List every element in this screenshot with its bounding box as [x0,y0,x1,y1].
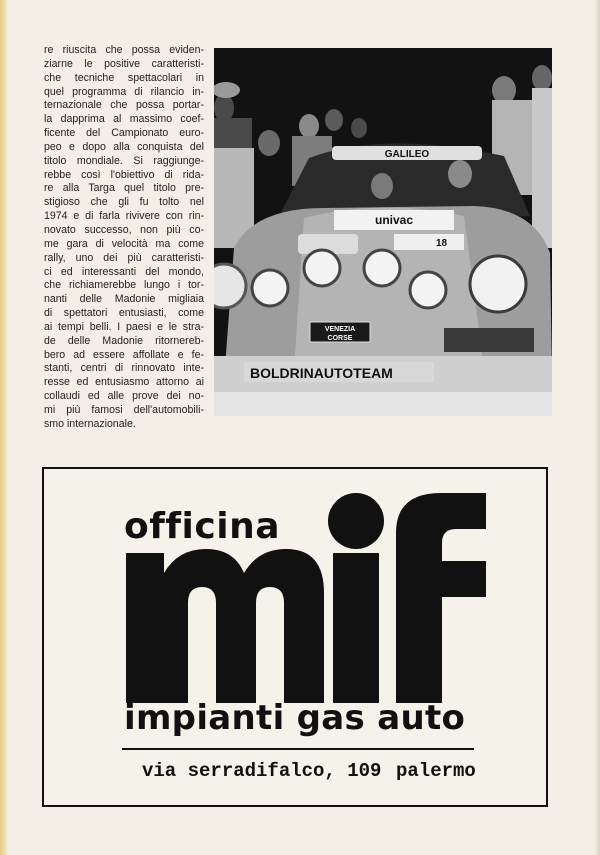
article-line: di spettatori entusiasti, come [44,307,204,320]
article-line: bero ad essere affollate e fe- [44,348,204,361]
page-edge-left [0,0,8,855]
article-line: resse ed entusiasmo attorno ai [44,376,204,389]
article-line: re alla Targa quel titolo pre- [44,182,204,195]
article-line: ficente del Campionato euro- [44,127,204,140]
article-line: 1974 e di farla rivivere con rin- [44,210,204,223]
article-line: mi più famosi dell'automobili- [44,403,204,416]
article-line: ci ed interessanti del mondo, [44,265,204,278]
article-line: smo internazionale. [44,417,136,430]
article-line: novato successo, non più co- [44,223,204,236]
article-line: stanti, centri di rinnovato inte- [44,362,204,375]
article-line: rebbe così l'obiettivo di rida- [44,168,204,181]
badge-line2: CORSE [327,335,353,342]
article-line: re riuscita che possa eviden- [44,44,204,56]
mif-logo [126,493,486,703]
article-line: che richiamerebbe lungo i tor- [44,279,204,292]
article-line: peo e dopo alla conquista del [44,140,204,153]
article-line: de delle Madonie ritornereb- [44,334,204,347]
page-edge-right [594,0,600,855]
article-line: quel programma di rilancio in- [44,85,204,98]
article-line: ternazionale che possa portar- [44,99,204,112]
ad-subtitle: impianti gas auto [124,698,466,738]
bumper-text: BOLDRINAUTOTEAM [250,365,393,381]
article-line: titolo mondiale. Si raggiunge- [44,154,204,167]
article-line: la dapprima al massimo coef- [44,113,204,126]
hood-number: 18 [436,238,448,249]
badge-line1: VENEZIA [324,326,356,333]
article-line: collaudi ed alle prove dei no- [44,390,204,403]
hood-sponsor: univac [374,213,414,227]
ad-address: via serradifalco, 109 [142,760,382,782]
article-line: nanti delle Madonie migliaia [44,293,204,306]
ad-prefix: officina [124,506,280,547]
advertisement-mif [42,467,548,807]
windshield-banner: GALILEO [384,149,430,160]
ad-city: palermo [396,760,476,782]
article-line: che tecniche spettacolari in [44,71,204,84]
article-line: stigioso che gli fu tolto nel [44,196,204,209]
article-line: ziarne le positive caratteristi- [44,57,204,70]
article-column [44,44,204,432]
article-line: ai tempi belli. I paesi e le stra- [44,320,204,333]
article-line: me gara di velocità ma come [44,237,204,250]
article-line: rally, uno dei più caratteristi- [44,251,204,264]
ad-divider [122,748,474,750]
rally-car-photo [214,48,552,416]
